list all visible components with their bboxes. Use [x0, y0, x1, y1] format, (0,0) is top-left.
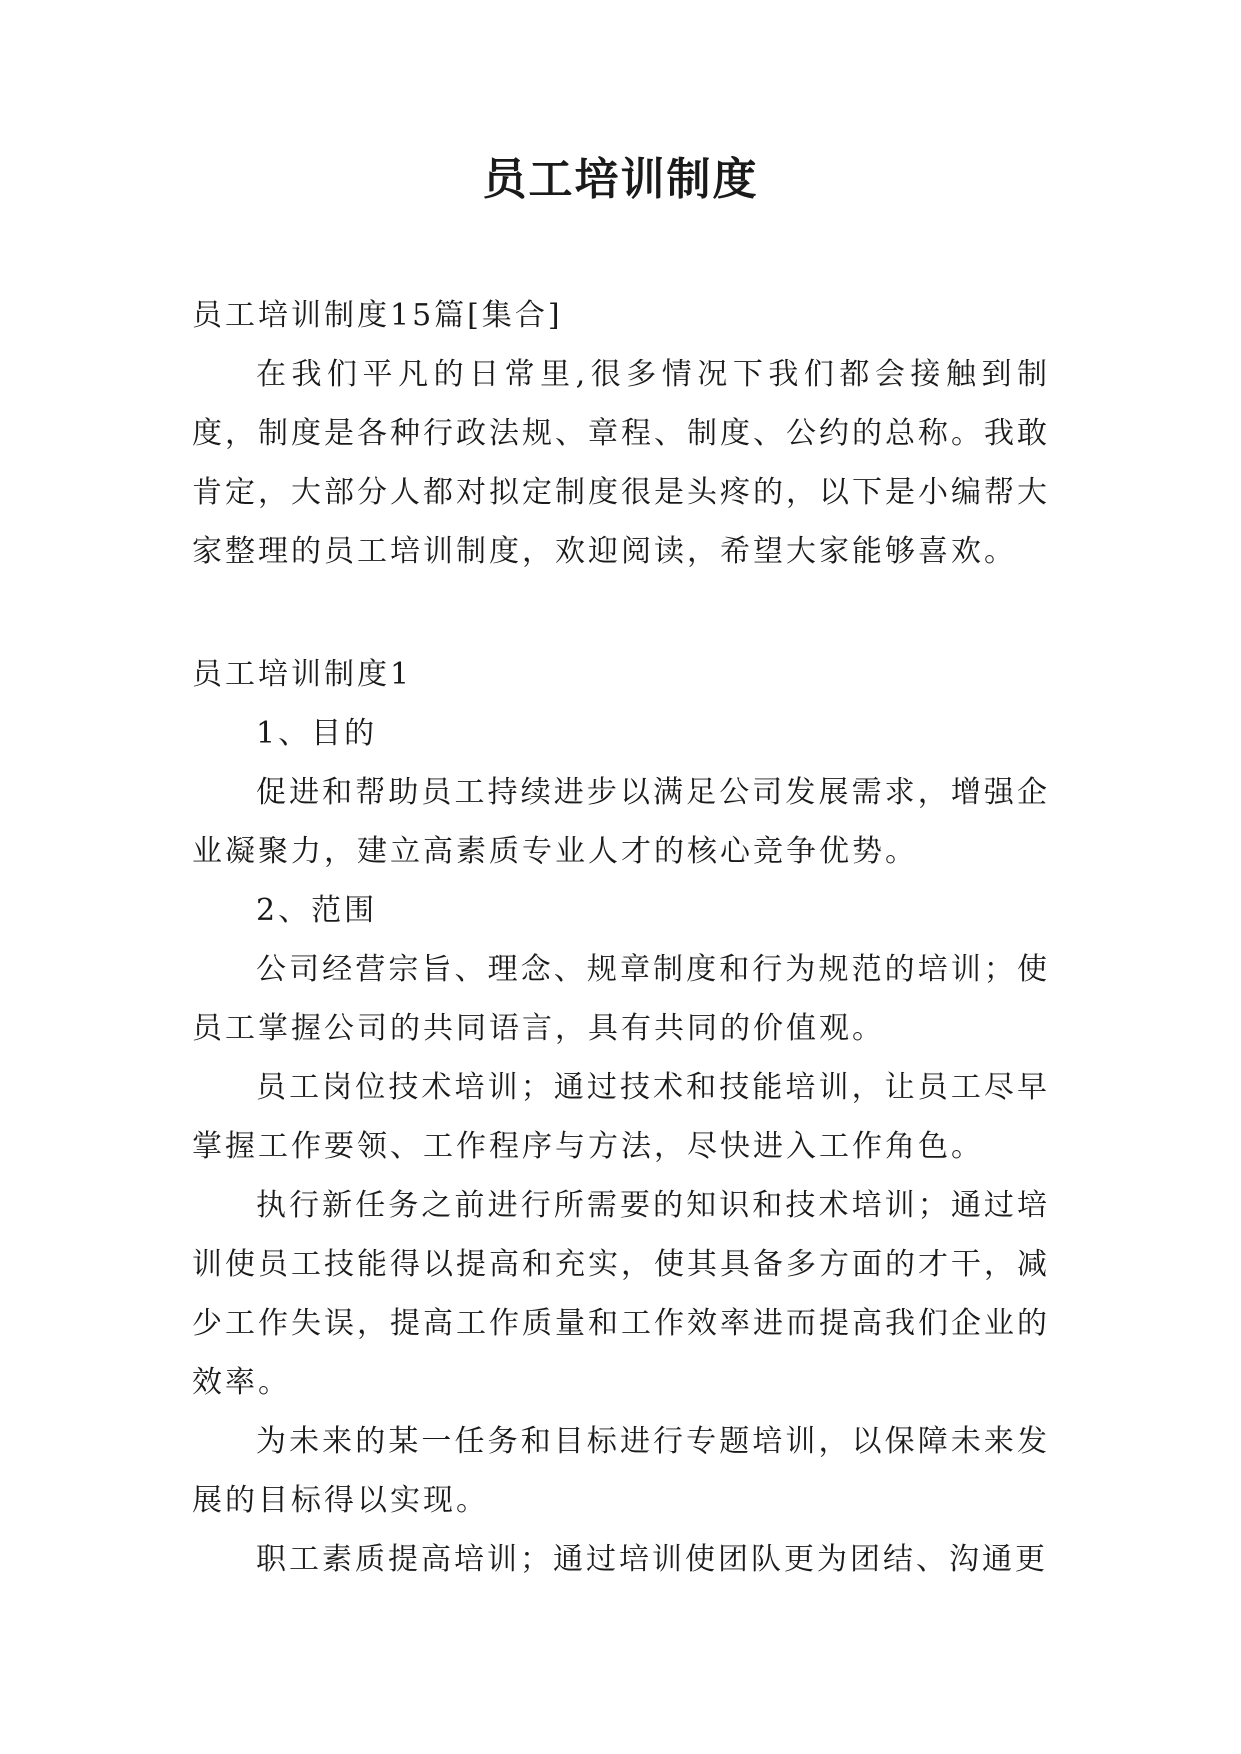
scope-paragraph: 执行新任务之前进行所需要的知识和技术培训；通过培训使员工技能得以提高和充实，使其具备多方面的才干，减少工作失误，提高工作质量和工作效率进而提高我们企业的效率。: [192, 1188, 1050, 1400]
item-heading-scope: 2、范围: [256, 893, 378, 928]
section-heading: 员工培训制度1: [192, 657, 413, 692]
document-body: [192, 286, 1050, 1589]
scope-paragraph: 为未来的某一任务和目标进行专题培训，以保障未来发展的目标得以实现。: [192, 1424, 1050, 1518]
scope-paragraph: 职工素质提高培训；通过培训使团队更为团结、沟通更: [256, 1542, 1048, 1577]
document-subtitle: 员工培训制度15篇[集合]: [192, 298, 563, 333]
purpose-paragraph: 促进和帮助员工持续进步以满足公司发展需求，增强企业凝聚力，建立高素质专业人才的核心竞争优势。: [192, 775, 1050, 869]
scope-paragraph: 公司经营宗旨、理念、规章制度和行为规范的培训；使员工掌握公司的共同语言，具有共同的价值观。: [192, 952, 1050, 1046]
section-spacer: [192, 581, 1050, 645]
intro-paragraph: 在我们平凡的日常里,很多情况下我们都会接触到制度，制度是各种行政法规、章程、制度、公约的总称。我敢肯定，大部分人都对拟定制度很是头疼的，以下是小编帮大家整理的员工培训制度，欢迎阅读，希望大家能够喜欢。: [192, 357, 1050, 569]
scope-paragraph: 员工岗位技术培训；通过技术和技能培训，让员工尽早掌握工作要领、工作程序与方法，尽快进入工作角色。: [192, 1070, 1050, 1164]
document-title: 员工培训制度: [482, 154, 759, 205]
item-heading-purpose: 1、目的: [256, 716, 378, 751]
